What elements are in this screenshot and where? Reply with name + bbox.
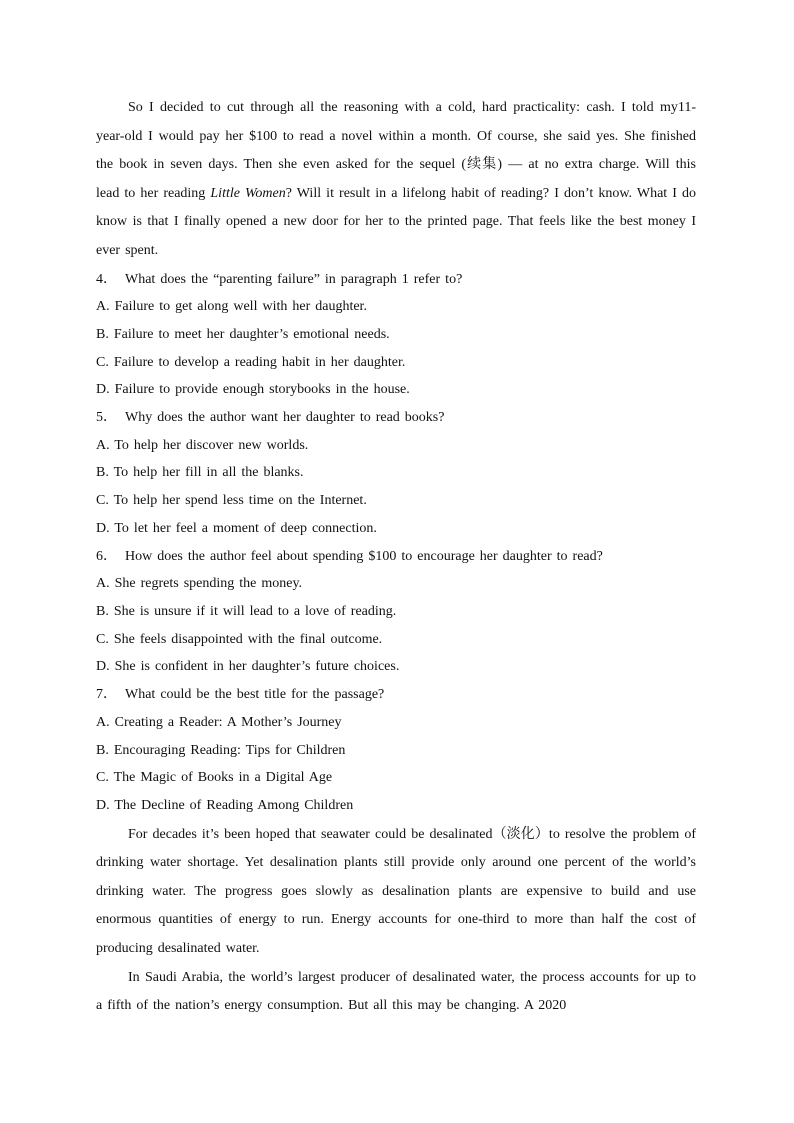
option-d: D. She is confident in her daughter’s future choices. xyxy=(96,659,400,675)
question-text: Why does the author want her daughter to read books? xyxy=(125,410,445,426)
question-stem xyxy=(96,404,696,432)
option-b: B. She is unsure if it will lead to a love of reading. xyxy=(96,604,397,619)
option-a: A. To help her discover new worlds. xyxy=(96,437,309,453)
option-a: A. Creating a Reader: A Mother’s Journey xyxy=(96,714,342,730)
question-6 xyxy=(96,543,696,682)
question-text: What could be the best title for the passage? xyxy=(125,687,385,703)
question-number: 6． xyxy=(96,548,117,564)
option-c: C. She feels disappointed with the final outcome. xyxy=(96,631,383,647)
passage1-final-paragraph xyxy=(96,94,696,266)
paragraph-text: ? Will it result in a lifelong habit of reading? I don’t know. What I do know is that I finally opened a new door for her to the printed page. That feels like the best money I ever spent. xyxy=(96,185,696,258)
option-d: D. The Decline of Reading Among Children xyxy=(96,797,354,813)
option-d: D. Failure to provide enough storybooks in the house. xyxy=(96,382,410,398)
option-b: B. Failure to meet her daughter’s emotional needs. xyxy=(96,326,390,342)
question-number: 7． xyxy=(96,687,117,703)
passage2-paragraph-2: In Saudi Arabia, the world’s largest producer of desalinated water, the process accounts for up to a fifth of the nation’s energy consumption. But all this may be changing. A 2020 xyxy=(96,969,696,1014)
option-b: B. Encouraging Reading: Tips for Children xyxy=(96,742,346,758)
book-title: Little Women xyxy=(210,185,286,201)
option-b: B. To help her fill in all the blanks. xyxy=(96,465,304,481)
option-c: C. To help her spend less time on the Internet. xyxy=(96,493,367,509)
question-stem xyxy=(96,543,696,571)
option-c: C. The Magic of Books in a Digital Age xyxy=(96,770,333,786)
option-d: D. To let her feel a moment of deep connection. xyxy=(96,520,377,536)
option-a: A. Failure to get along well with her daughter. xyxy=(96,299,367,315)
paragraph-text: So I decided to cut through all the reasoning with a cold, hard practicality: cash. I told my11-year-old I would pay her $100 to read a novel within a month. Of course, she said yes. She finished the book in seven days. Then she even asked for the sequel (续集) — at no extra charge. Will this lead to her reading xyxy=(96,100,696,201)
question-number: 5． xyxy=(96,410,117,426)
passage2-paragraph-1: For decades it’s been hoped that seawater could be desalinated（淡化）to resolve the problem of drinking water shortage. Yet desalination plants still provide only around one percent of the world’s drinking water. The progress goes slowly as desalination plants are expensive to build and use enormous quantities of energy to run. Energy accounts for one-third to more than half the cost of producing desalinated water. xyxy=(96,826,696,956)
document-page xyxy=(96,94,696,1021)
question-number: 4． xyxy=(96,271,117,287)
question-text: What does the “parenting failure” in paragraph 1 refer to? xyxy=(125,271,463,287)
question-5 xyxy=(96,404,696,543)
question-stem xyxy=(96,266,696,294)
question-7 xyxy=(96,681,696,820)
option-a: A. She regrets spending the money. xyxy=(96,576,303,592)
question-text: How does the author feel about spending $100 to encourage her daughter to read? xyxy=(125,548,603,564)
option-c: C. Failure to develop a reading habit in her daughter. xyxy=(96,354,406,370)
question-stem xyxy=(96,681,696,709)
question-4 xyxy=(96,266,696,405)
